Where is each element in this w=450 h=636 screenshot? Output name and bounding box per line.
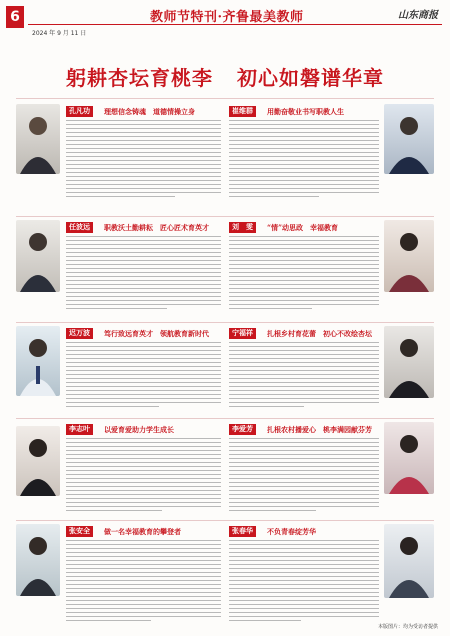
story-ning-fuxiang — [229, 326, 434, 416]
headline-left: 躬耕杏坛育桃李 — [66, 66, 214, 90]
story-title: 以爱育爱助力学生成长 — [104, 425, 174, 434]
teacher-name: 张春华 — [229, 526, 256, 537]
story-title: “情”动思政 幸福教育 — [267, 223, 339, 232]
story-title: 用勤奋敬业书写职教人生 — [267, 107, 344, 116]
story-ren-boyuan — [16, 220, 221, 320]
body-text — [66, 236, 221, 312]
page-number: 6 — [6, 6, 24, 28]
body-text — [66, 120, 221, 200]
story-title: 不负青春绽芳华 — [267, 527, 316, 536]
portrait-icon — [16, 524, 60, 596]
story-li-aifang — [229, 422, 434, 518]
body-text — [229, 438, 379, 514]
divider — [16, 98, 434, 99]
body-text — [66, 438, 221, 514]
story-zhang-chunhua — [229, 524, 434, 628]
teacher-photo — [16, 524, 60, 596]
portrait-icon — [16, 326, 60, 396]
teacher-photo — [16, 220, 60, 292]
teacher-name: 崔维群 — [229, 106, 256, 117]
story-liu-wen — [229, 220, 434, 320]
story-chi-wanbo — [16, 326, 221, 416]
teacher-photo — [384, 524, 434, 598]
portrait-icon — [384, 104, 434, 174]
teacher-photo — [16, 326, 60, 396]
teacher-photo — [384, 104, 434, 174]
story-title: 笃行致远育英才 领航教育新时代 — [104, 329, 209, 338]
headline-right: 初心如磐谱华章 — [236, 66, 384, 90]
story-zhang-anquan — [16, 524, 221, 628]
teacher-photo — [384, 326, 434, 398]
teacher-photo — [384, 220, 434, 292]
divider — [16, 520, 434, 521]
story-title: 扎根农村播爱心 桃李满园献芬芳 — [267, 425, 372, 434]
portrait-icon — [16, 220, 60, 292]
teacher-name: 任波远 — [66, 222, 93, 233]
portrait-icon — [16, 104, 60, 174]
teacher-name: 李爱芳 — [229, 424, 256, 435]
divider — [16, 418, 434, 419]
body-text — [229, 120, 379, 200]
teacher-photo — [384, 422, 434, 494]
portrait-icon — [16, 426, 60, 496]
story-cui-weiqun — [229, 104, 434, 212]
portrait-icon — [384, 524, 434, 598]
issue-date: 2024 年 9 月 11 日 — [32, 30, 87, 37]
teacher-name: 宁福祥 — [229, 328, 256, 339]
body-text — [66, 540, 221, 624]
teacher-name: 刘 雯 — [229, 222, 256, 233]
body-text — [229, 342, 379, 410]
newspaper-logo: 山东商报 — [398, 10, 438, 21]
portrait-icon — [384, 422, 434, 494]
teacher-name: 李志叶 — [66, 424, 93, 435]
story-title: 扎根乡村育花蕾 初心不改绘杏坛 — [267, 329, 372, 338]
column-title: 教师节特刊·齐鲁最美教师 — [150, 10, 304, 25]
page-header — [0, 0, 450, 38]
divider — [16, 322, 434, 323]
teacher-name: 迟万波 — [66, 328, 93, 339]
teacher-photo — [16, 426, 60, 496]
teacher-name: 张安全 — [66, 526, 93, 537]
story-title: 职教沃土勤耕耘 匠心匠术育英才 — [104, 223, 209, 232]
portrait-icon — [384, 220, 434, 292]
body-text — [229, 540, 379, 624]
story-kong-fangong — [16, 104, 221, 212]
story-title: 理想信念铸魂 道德情操立身 — [104, 107, 195, 116]
teacher-photo — [16, 104, 60, 174]
body-text — [66, 342, 221, 410]
divider — [16, 216, 434, 217]
story-title: 做一名幸福教育的攀登者 — [104, 527, 181, 536]
page-headline — [0, 62, 450, 91]
photo-credit: 本版图片：均为受访者提供 — [377, 624, 438, 630]
body-text — [229, 236, 379, 312]
portrait-icon — [384, 326, 434, 398]
story-li-zhiye — [16, 422, 221, 518]
teacher-name: 孔凡功 — [66, 106, 93, 117]
